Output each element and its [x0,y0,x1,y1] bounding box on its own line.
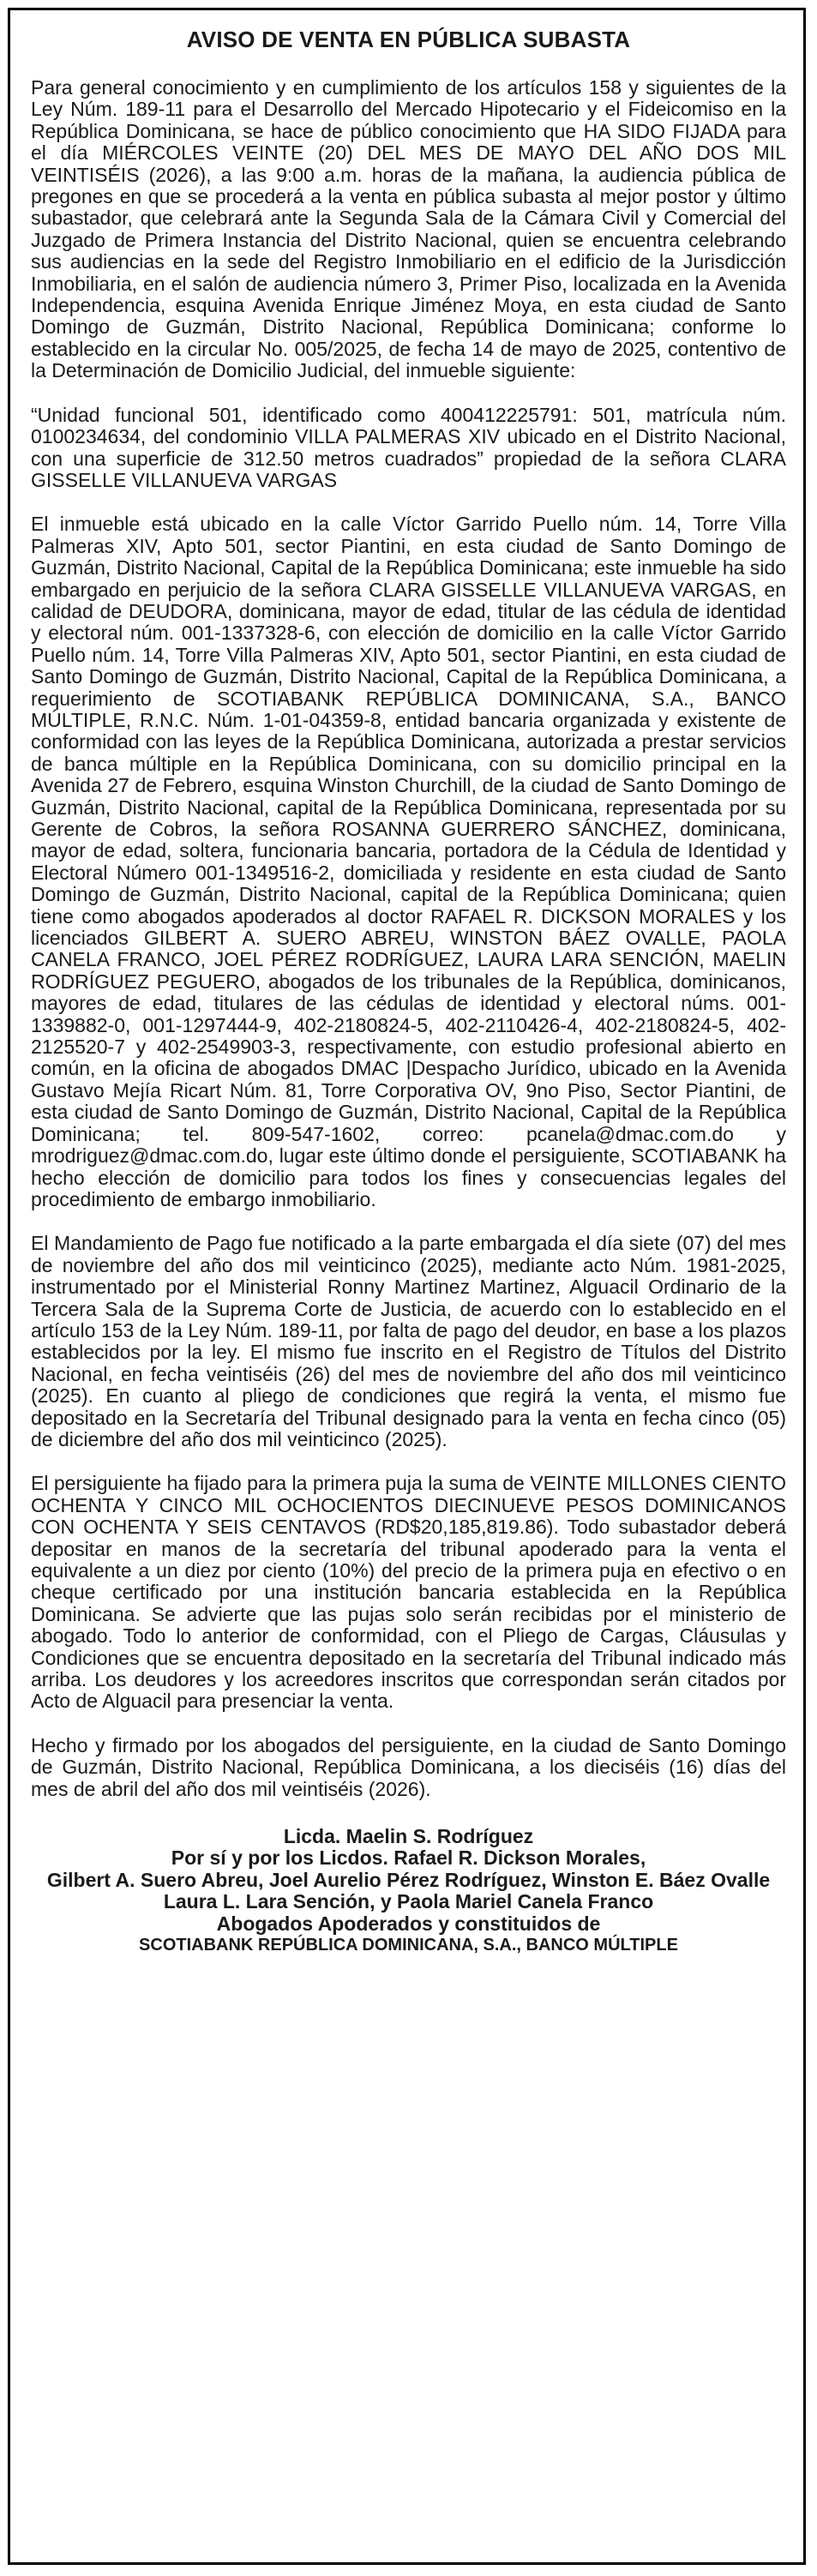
signature-line: Abogados Apoderados y constituidos de [216,1912,601,1935]
signature-line: Por sí y por los Licdos. Rafael R. Dickson Morales, [171,1846,646,1870]
paragraph-first-bid: El persiguiente ha fijado para la primera puja la suma de VEINTE MILLONES CIENTO OCHENTA Y CINCO MIL OCHOCIENTOS DIECINUEVE PESOS DOMINICANOS CON OCHENTA Y SEIS CENTAVOS (RD$20,185,819.86). Todo subastador deberá depositar en manos de la secretaría del tribunal apoderado para la venta el equivalente a un diez por ciento (10%) del precio de la primera puja en efectivo o en cheque certificado por una institución bancaria establecida en la República Dominicana. Se advierte que las pujas solo serán recibidas por el ministerio de abogado. Todo lo anterior de conformidad, con el Pliego de Cargas, Cláusulas y Condiciones que se encuentra depositado en la secretaría del Tribunal indicado más arriba. Los deudores y los acreedores inscritos que correspondan serán citados por Acto de Alguacil para presenciar la venta. [31,1472,786,1713]
signature-line: SCOTIABANK REPÚBLICA DOMINICANA, S.A., BANCO MÚLTIPLE [139,1936,678,1955]
signature-line: Gilbert A. Suero Abreu, Joel Aurelio Pérez Rodríguez, Winston E. Báez Ovalle [46,1868,771,1891]
paragraph-property: “Unidad funcional 501, identificado como 400412225791: 501, matrícula núm. 0100234634, del condominio VILLA PALMERAS XIV ubicado en el Distrito Nacional, con una superficie de 312.50 metros cuadrados” propiedad de la señora CLARA GISSELLE VILLANUEVA VARGAS [31,403,786,491]
paragraph-location-parties: El inmueble está ubicado en la calle Víctor Garrido Puello núm. 14, Torre Villa Palmeras XIV, Apto 501, sector Piantini, en esta ciudad de Santo Domingo de Guzmán, Distrito Nacional, Capital de la República Dominicana; este inmueble ha sido embargado en perjuicio de la señora CLARA GISSELLE VILLANUEVA VARGAS, en calidad de DEUDORA, dominicana, mayor de edad, titular de las cédula de identidad y electoral núm. 001-1337328-6, con elección de domicilio en la calle Víctor Garrido Puello núm. 14, Torre Villa Palmeras XIV, Apto 501, sector Piantini, en esta ciudad de Santo Domingo de Guzmán, Distrito Nacional, Capital de la República Dominicana, a requerimiento de SCOTIABANK REPÚBLICA DOMINICANA, S.A., BANCO MÚLTIPLE, R.N.C. Núm. 1-01-04359-8, entidad bancaria organizada y existente de conformidad con las leyes de la República Dominicana, autorizada a prestar servicios de banca múltiple en la República Dominicana, con su domicilio principal en la Avenida 27 de Febrero, esquina Winston Churchill, de la ciudad de Santo Domingo de Guzmán, Distrito Nacional, capital de la República Dominicana, representada por su Gerente de Cobros, la señora ROSANNA GUERRERO SÁNCHEZ, dominicana, mayor de edad, soltera, funcionaria bancaria, portadora de la Cédula de Identidad y Electoral Número 001-1349516-2, domiciliada y residente en esta ciudad de Santo Domingo de Guzmán, Distrito Nacional, capital de la República Dominicana; quien tiene como abogados apoderados al doctor RAFAEL R. DICKSON MORALES y los licenciados GILBERT A. SUERO ABREU, WINSTON BÁEZ OVALLE, PAOLA CANELA FRANCO, JOEL PÉREZ RODRÍGUEZ, LAURA LARA SENCIÓN, MAELIN RODRÍGUEZ PEGUERO, abogados de los tribunales de la República, dominicanos, mayores de edad, titulares de las cédulas de identidad y electoral núms. 001-1339882-0, 001-1297444-9, 402-2180824-5, 402-2110426-4, 402-2180824-5, 402-2125520-7 y 402-2549903-3, respectivamente, con estudio profesional abierto en común, en la oficina de abogados DMAC |Despacho Jurídico, ubicado en la Avenida Gustavo Mejía Ricart Núm. 81, Torre Corporativa OV, 9no Piso, Sector Piantini, de esta ciudad de Santo Domingo de Guzmán, Distrito Nacional, Capital de la República Dominicana; tel. 809-547-1602, correo: pcanela@dmac.com.do y mrodriguez@dmac.com.do, lugar este último donde el persiguiente, SCOTIABANK ha hecho elección de domicilio para todos los fines y consecuencias legales del procedimiento de embargo inmobiliario. [31,513,786,1210]
signature-block [31,1826,786,1956]
signature-line: Licda. Maelin S. Rodríguez [283,1825,534,1848]
signature-line: Laura L. Lara Sención, y Paola Mariel Canela Franco [163,1890,654,1913]
paragraph-payment-order: El Mandamiento de Pago fue notificado a la parte embargada el día siete (07) del mes de noviembre del año dos mil veinticinco (2025), mediante acto Núm. 1981-2025, instrumentado por el Ministerial Ronny Martinez Martinez, Alguacil Ordinario de la Tercera Sala de la Suprema Corte de Justicia, de acuerdo con lo establecido en el artículo 153 de la Ley Núm. 189-11, por falta de pago del deudor, en base a los plazos establecidos por la ley. El mismo fue inscrito en el Registro de Títulos del Distrito Nacional, en fecha veintiséis (26) del mes de noviembre del año dos mil veinticinco (2025). En cuanto al pliego de condiciones que regirá la venta, el mismo fue depositado en la Secretaría del Tribunal designado para la venta en fecha cinco (05) de diciembre del año dos mil veinticinco (2025). [31,1232,786,1450]
notice-border [8,8,806,2565]
paragraph-announcement: Para general conocimiento y en cumplimiento de los artículos 158 y siguientes de la Ley Núm. 189-11 para el Desarrollo del Mercado Hipotecario y el Fideicomiso en la República Dominicana, se hace de público conocimiento que HA SIDO FIJADA para el día MIÉRCOLES VEINTE (20) DEL MES DE MAYO DEL AÑO DOS MIL VEINTISÉIS (2026), a las 9:00 a.m. horas de la mañana, la audiencia pública de pregones en que se procederá a la venta en pública subasta al mejor postor y último subastador, que celebrará ante la Segunda Sala de la Cámara Civil y Comercial del Juzgado de Primera Instancia del Distrito Nacional, quien se encuentra celebrando sus audiencias en la sede del Registro Inmobiliario en el edificio de la Jurisdicción Inmobiliaria, en el salón de audiencia número 3, Primer Piso, localizada en la Avenida Independencia, esquina Avenida Enrique Jiménez Moya, en esta ciudad de Santo Domingo de Guzmán, Distrito Nacional, República Dominicana; conforme lo establecido en la circular No. 005/2025, de fecha 14 de mayo de 2025, contentivo de la Determinación de Domicilio Judicial, del inmueble siguiente: [31,76,786,382]
paragraph-signed: Hecho y firmado por los abogados del persiguiente, en la ciudad de Santo Domingo de Guzmán, Distrito Nacional, República Dominicana, a los dieciséis (16) días del mes de abril del año dos mil veintiséis (2026). [31,1733,786,1800]
notice-content [31,26,786,1957]
notice-title: AVISO DE VENTA EN PÚBLICA SUBASTA [186,27,631,52]
